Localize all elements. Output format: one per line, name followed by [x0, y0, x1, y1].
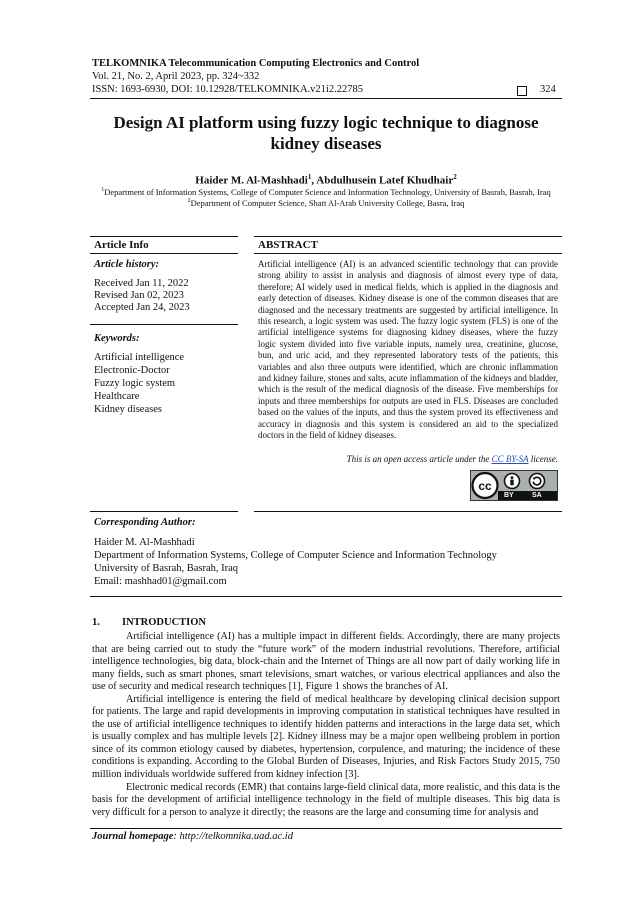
author-separator: , — [311, 174, 317, 187]
license-statement — [258, 454, 558, 464]
corresponding-author-label: Corresponding Author: — [94, 517, 196, 528]
keyword-item: Artificial intelligence — [94, 352, 185, 363]
author-list — [90, 173, 562, 187]
corresponding-bottom-rule — [90, 596, 562, 597]
abstract-heading-rule — [254, 253, 562, 254]
license-prefix: This is an open access article under the — [346, 454, 492, 464]
section-number: 1. — [92, 617, 100, 628]
keywords-divider — [90, 324, 238, 325]
article-info-heading-rule — [90, 253, 238, 254]
article-info-top-rule — [90, 236, 238, 237]
abstract-text: Artificial intelligence (AI) is an advanced scientific technology that can provide strong ability to assist in analysis and diagnosis of almost every type of data, therefore; AI widely used in medical fields, which is applied in the diagnosis and early detection of diseases. Kidney disease is one of the common diseases that are diagnosed and the necessary treatments are suggested by artificial intelligence. In this research, a logic system was used. The fuzzy logic system (FLS) is one of the artificial intelligence systems for diagnosing kidney diseases, where the fuzzy logic system divided into five variable inputs, namely urea, creatinine, glucose, bun, and uric acid, and they represented laboratory tests of the patients, this variables and also three outputs were identified, which are chronic inflammation and kidney failure, stones and salts, acute inflammation of the kidneys and bladder, which is the result of the medical diagnosis of the disease. Five memberships for inputs and three memberships for outputs are used in FLS. Diseases are concluded based on the values of the inputs, and thus the system proved its effectiveness and accuracy in diagnosis and this system is considered an aid to the specialized doctors in the field of kidney diseases. — [258, 259, 558, 441]
received-date: Received Jan 11, 2022 — [94, 278, 189, 289]
author-2-affiliation-mark: 2 — [453, 173, 457, 181]
corresponding-author-name: Haider M. Al-Mashhadi — [94, 537, 195, 548]
keyword-item: Kidney diseases — [94, 404, 162, 415]
journal-homepage-url[interactable]: : http://telkomnika.uad.ac.id — [173, 831, 293, 842]
checkbox-square-icon — [517, 86, 527, 96]
abstract-bottom-rule — [254, 511, 562, 512]
svg-text:cc: cc — [478, 479, 492, 493]
abstract-top-rule — [254, 236, 562, 237]
journal-issn: ISSN: 1693-6930, DOI: 10.12928/TELKOMNIKA.v21i2.22785 — [92, 84, 363, 95]
abstract-heading: ABSTRACT — [258, 239, 318, 251]
keyword-item: Electronic-Doctor — [94, 365, 170, 376]
section-title: INTRODUCTION — [122, 617, 207, 628]
cc-by-label: BY — [504, 492, 514, 499]
section-heading — [92, 617, 206, 628]
title-line-2: kidney diseases — [270, 134, 382, 153]
body-paragraph: Electronic medical records (EMR) that contains large-field clinical data, more realistic, and this data is the basis for the development of artificial intelligence technology in the field of multiple diseases. This big data is very difficult for a person to analyze it directly; the reasons are the large and consuming time for analysis and — [92, 781, 560, 818]
journal-homepage[interactable] — [92, 831, 293, 842]
revised-date: Revised Jan 02, 2023 — [94, 290, 184, 301]
journal-name: TELKOMNIKA Telecommunication Computing Electronics and Control — [92, 58, 420, 69]
keywords-label: Keywords: — [94, 333, 140, 344]
author-1: Haider M. Al-Mashhadi — [195, 174, 308, 187]
header-divider — [90, 98, 562, 99]
keyword-item: Healthcare — [94, 391, 140, 402]
affiliation-1-text: Department of Information Systems, College of Computer Science and Information Technology, University of Basrah, Basrah, Iraq — [104, 187, 551, 197]
journal-homepage-label: Journal homepage — [92, 831, 174, 842]
license-suffix: license. — [528, 454, 558, 464]
footer-divider — [90, 828, 562, 829]
article-history-label: Article history: — [94, 259, 160, 270]
page-number: 324 — [540, 84, 556, 95]
cc-by-sa-badge[interactable] — [470, 470, 558, 501]
keyword-item: Fuzzy logic system — [94, 378, 176, 389]
title-line-1: Design AI platform using fuzzy logic technique to diagnose — [113, 113, 539, 132]
cc-badge-graphic — [471, 471, 557, 500]
section-body — [92, 631, 560, 819]
author-2: Abdulhusein Latef Khudhair — [316, 174, 454, 187]
license-link[interactable]: CC BY-SA — [491, 454, 529, 464]
affiliation-2-mark: 2 — [187, 198, 191, 205]
affiliation-2-text: Department of Computer Science, Shatt Al-Arab University College, Basra, Iraq — [190, 198, 465, 208]
journal-volume: Vol. 21, No. 2, April 2023, pp. 324~332 — [92, 71, 260, 82]
article-info-heading: Article Info — [94, 239, 149, 251]
article-info-bottom-rule — [90, 511, 238, 512]
cc-sa-label: SA — [532, 492, 542, 499]
corresponding-author-univ: University of Basrah, Basrah, Iraq — [94, 563, 239, 574]
accepted-date: Accepted Jan 24, 2023 — [94, 302, 190, 313]
corresponding-author-dept: Department of Information Systems, College of Computer Science and Information Technology — [94, 550, 497, 561]
affiliation-1-mark: 1 — [101, 187, 105, 194]
body-paragraph: Artificial intelligence is entering the field of medical healthcare by developing clinical decision support for patients. The large and rapid developments in improving computation in statistical techniques have resulted in the use of artificial intelligence techniques to identify hidden patterns and interactions in the large data set, which is usually complex and has multiple levels [2]. Kidney illness may be a major open wellbeing problem in portion since of its common etiology caused by diabetes, hypertension, corpulence, and maturing; the incidence of these conditions is expanding. According to the Global Burden of Diseases, Injuries, and Risk Factors Study 2015, 750 million individuals worldwide suffered from kidney infection [3]. — [92, 693, 560, 781]
affiliation-2 — [60, 198, 592, 208]
body-paragraph: Artificial intelligence (AI) has a multiple impact in different fields. Accordingly, there are many projects that are being carried out to study the “future work” of the modern industrial revolutions. Therefore, artificial intelligence technologies, big data, block-chain and the Internet of Things are all now part of daily working life in many fields, such as smart phones, smart televisions, smart watches, or various electrical appliances and also the use of security and medical research techniques [1], Figure 1 shows the branches of AI. — [92, 631, 560, 693]
author-1-affiliation-mark: 1 — [307, 173, 312, 181]
affiliation-1 — [60, 187, 592, 197]
paper-title — [90, 112, 562, 154]
corresponding-author-email[interactable]: Email: mashhad01@gmail.com — [94, 576, 227, 587]
